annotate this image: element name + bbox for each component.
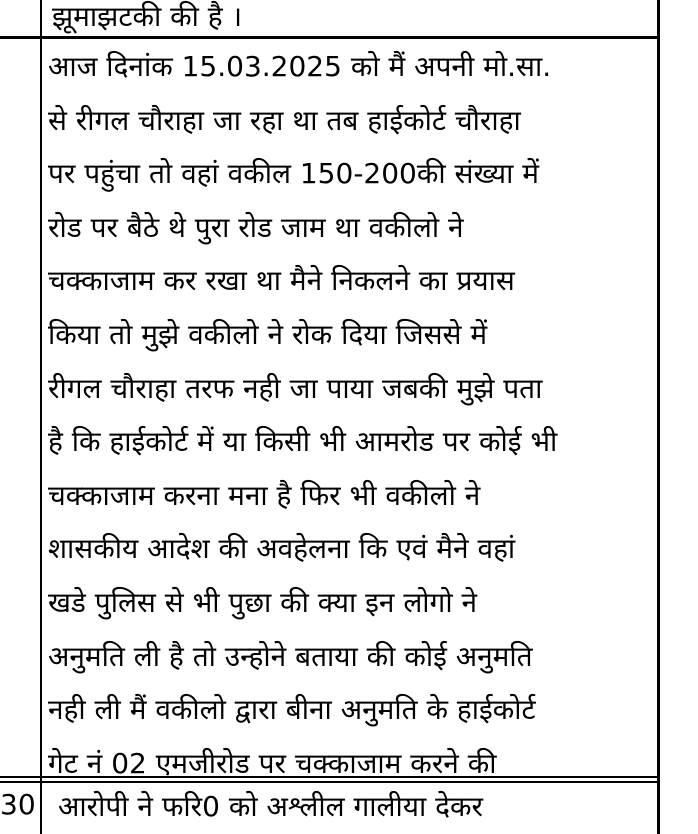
statement-line: अनुमति ली है तो उन्होने बताया की कोई अनुमति xyxy=(48,639,533,673)
statement-line: खडे पुलिस से भी पुछा की क्या इन लोगो ने xyxy=(48,585,478,619)
row-divider-top xyxy=(0,36,660,39)
statement-line: किया तो मुझे वकीलो ने रोक दिया जिससे में xyxy=(48,317,488,351)
statement-paragraph xyxy=(48,40,658,790)
statement-line: नही ली मैं वकीलो द्वारा बीना अनुमति के हाईकोर्ट xyxy=(48,693,536,727)
statement-line: रीगल चौराहा तरफ नही जा पाया जबकी मुझे पता xyxy=(48,371,543,405)
statement-line: गेट नं 02 एमजीरोड पर चक्काजाम करने की xyxy=(48,746,497,780)
statement-line: शासकीय आदेश की अवहेलना कि एवं मैने वहां xyxy=(48,532,516,566)
statement-line: रोड पर बैठे थे पुरा रोड जाम था वकीलो ने xyxy=(48,210,464,244)
statement-line: चक्काजाम करना मना है फिर भी वकीलो ने xyxy=(48,478,481,512)
statement-line: है कि हाईकोर्ट में या किसी भी आमरोड पर कोई भी xyxy=(48,425,558,459)
table-border-left-column xyxy=(40,0,42,834)
next-row-number: 30 xyxy=(0,788,36,821)
statement-line: पर पहुंचा तो वहां वकील 150-200की संख्या में xyxy=(48,157,539,191)
next-row-text: आरोपी ने फरि0 को अश्लील गालीया देकर xyxy=(58,790,483,823)
statement-line: से रीगल चौराहा जा रहा था तब हाईकोर्ट चौराहा xyxy=(48,103,521,137)
previous-row-text: झूमाझटकी की है । xyxy=(52,0,243,33)
statement-line: आज दिनांक 15.03.2025 को मैं अपनी मो.सा. xyxy=(48,50,552,83)
statement-line: चक्काजाम कर रखा था मैने निकलने का प्रयास xyxy=(48,264,515,298)
